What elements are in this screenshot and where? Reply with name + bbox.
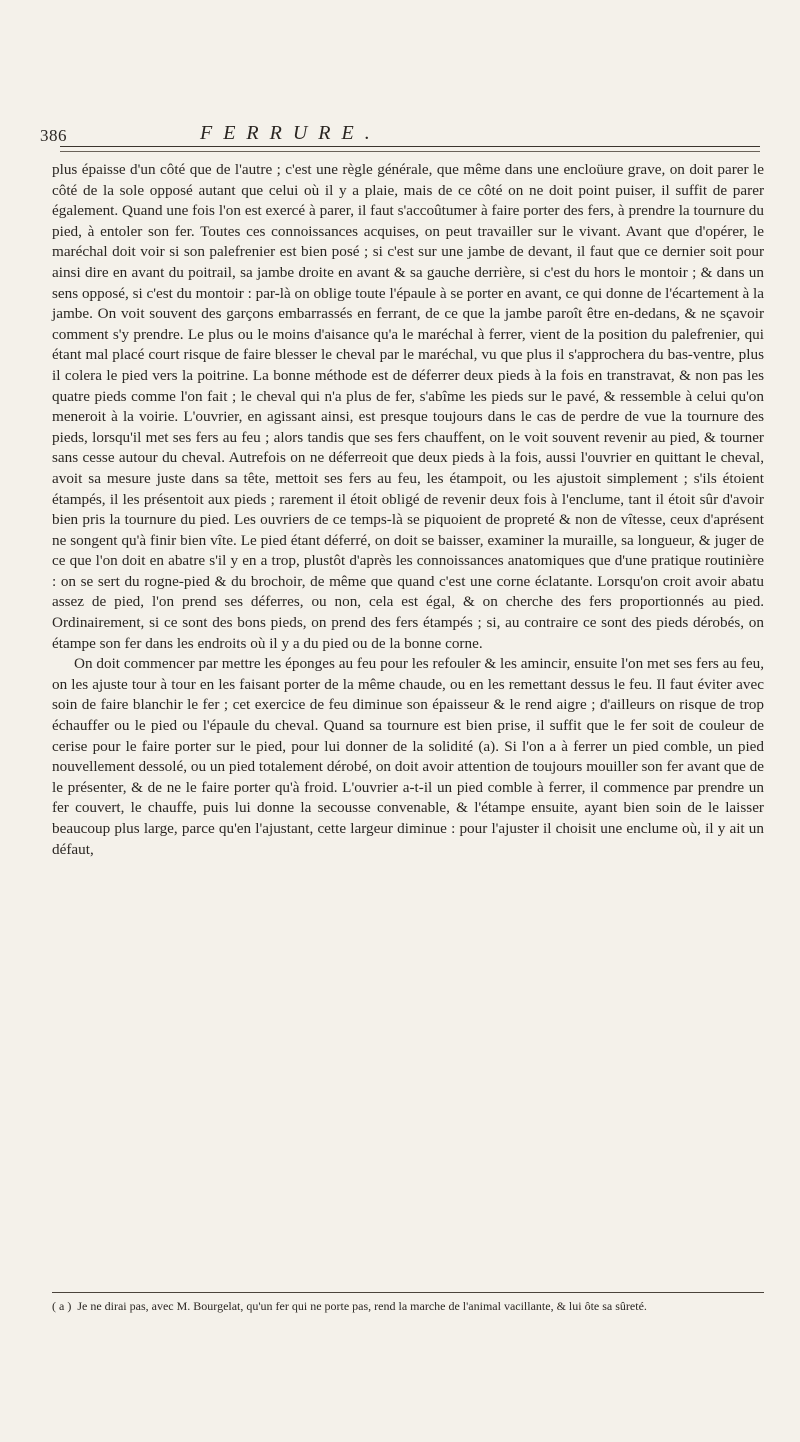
footnote-text: Je ne dirai pas, avec M. Bourgelat, qu'un fer qui ne porte pas, rend la marche de l'animal vacillante, & lui ôte sa sûreté. [77,1299,647,1313]
footnote [52,1298,764,1314]
footnote-mark: ( a ) [52,1299,72,1313]
paragraph-2: On doit commencer par mettre les éponges au feu pour les refouler & les amincir, ensuite l'on met ses fers au feu, on les ajuste tour à tour en les faisant porter de la même chaude, ou en les remettant dessus le feu. Il faut éviter avec soin de faire blanchir le fer ; cet exercice de feu diminue son épaisseur & le rend aigre ; d'ailleurs on risque de trop échauffer ou le pied ou l'épaule du cheval. Quand sa tournure est bien prise, il suffit que le fer soit de couleur de cerise pour le faire porter sur le pied, pour lui donner de la solidité (a). Si l'on a à ferrer un pied comble, un pied nouvellement dessolé, ou un pied totalement dérobé, on doit avoir attention de toujours mouiller son fer avant que de le présenter, & de ne le faire porter qu'à froid. L'ouvrier a-t-il un pied comble à ferrer, il commence par prendre un fer couvert, le chauffe, puis lui donne la secousse convenable, & l'étampe ensuite, ayant bien soin de le laisser beaucoup plus large, parce qu'en l'ajustant, cette largeur diminue : pour l'ajuster il choisit une enclume où, il y ait un défaut, [52,655,764,858]
paragraph-1: plus épaisse d'un côté que de l'autre ; c'est une règle générale, que même dans une encloüure grave, on doit parer le côté de la sole opposé autant que celui où il y a plaie, mais de ce côté on ne doit point puiser, il suffit de parer également. Quand une fois l'on est exercé à parer, il faut s'accoûtumer à faire porter des fers, à prendre la tournure du pied, à entoler son fer. Toutes ces connoissances acquises, on peut travailler sur le vivant. Avant que d'opérer, le maréchal doit voir si son palefrenier est bien posé ; si c'est sur une jambe de devant, il faut que ce dernier soit pour ainsi dire en avant du poitrail, sa jambe droite en avant & sa gauche derrière, si c'est du hors le montoir ; & dans un sens opposé, si c'est du montoir : par-là on oblige toute l'épaule à se porter en avant, ce qui donne de l'écartement à la jambe. On voit souvent des garçons embarrassés en ferrant, de ce que la jambe paroît être en-dedans, & ne sçavoir comment s'y prendre. Le plus ou le moins d'aisance qu'a le maréchal à ferrer, vient de la position du palefrenier, qui étant mal placé court risque de faire blesser le cheval par le maréchal, vu que plus il s'approchera du bas-ventre, plus il colera le pied vers la poitrine. La bonne méthode est de déferrer deux pieds à la fois en transtravat, & non pas les quatre pieds comme l'on fait ; le cheval qui n'a plus de fer, s'abîme les pieds sur le pavé, & ressemble à celui qu'on meneroit à la voirie. L'ouvrier, en agissant ainsi, est presque toujours dans le cas de perdre de vue la tournure des pieds, lorsqu'il met ses fers au feu ; alors tandis que ses fers chauffent, on le voit souvent revenir au pied, & tourner sans cesse autour du cheval. Autrefois on ne déferreoit que deux pieds à la fois, aussi l'ouvrier en quittant le cheval, avoit sa mesure juste dans sa tête, mettoit ses fers au feu, les étampoit, ou les ajustoit simplement ; s'ils étoient étampés, il les présentoit aux pieds ; rarement il étoit obligé de revenir deux fois à l'enclume, tant il étoit sûr d'avoir bien pris la tournure du pied. Les ouvriers de ce temps-là se piquoient de propreté & non de vîtesse, ceux d'aprésent ne songent qu'à finir bien vîte. Le pied étant déferré, on doit se baisser, examiner la muraille, sa longueur, & juger de ce que l'on doit en abatre s'il y en a trop, plustôt d'après les connoissances anatomiques que d'une pratique routinière : on se sert du rogne-pied & du brochoir, de même que quand c'est une corne éclatante. Lorsqu'on croit avoir abatu assez de pied, l'on prend ses déferres, ou non, cela est égal, & on cherche des fers proportionnés au pied. Ordinairement, si ce sont des bons pieds, on prend des fers étampés ; si, au contraire ce sont des pieds dérobés, on étampe son fer dans les endroits où il y a du pied ou de la bonne corne. [52,161,764,652]
header-rule-thin [60,151,760,152]
body-text [52,160,764,860]
running-title: FERRURE. [200,122,381,144]
footnote-rule [52,1292,764,1293]
header-rule [60,146,760,147]
page-number: 386 [40,126,67,145]
